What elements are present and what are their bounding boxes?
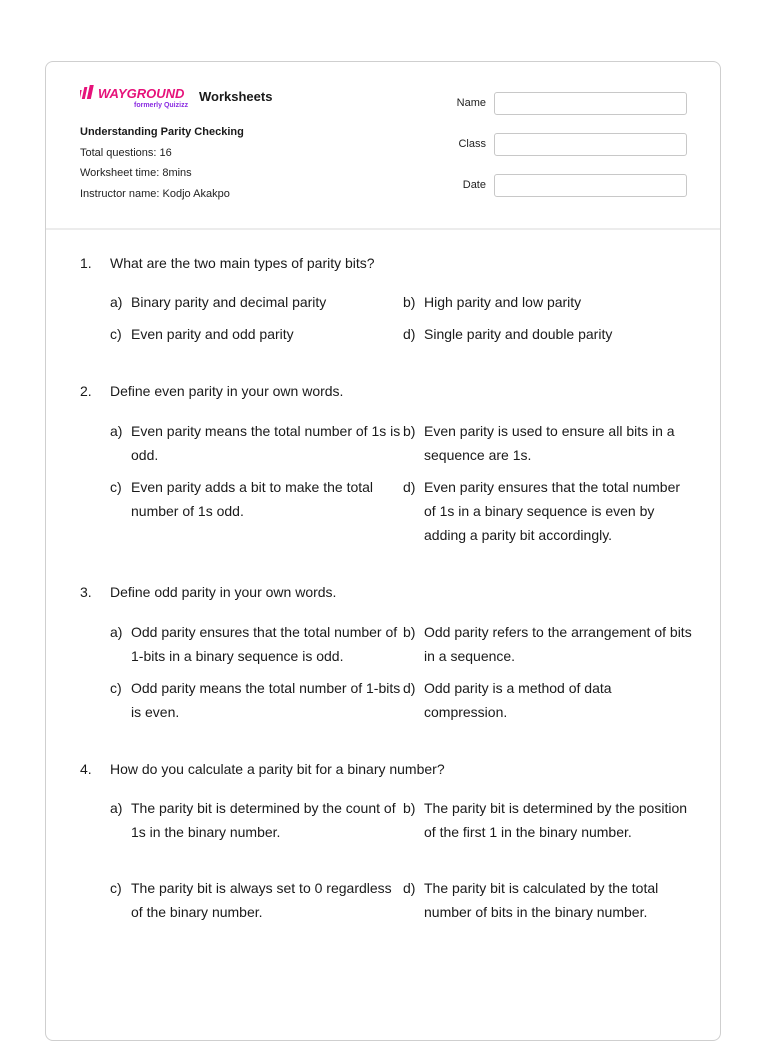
option-text: The parity bit is determined by the count of 1s in the binary number. bbox=[131, 800, 396, 840]
option-1d[interactable] bbox=[403, 322, 694, 346]
option-letter: b) bbox=[403, 624, 416, 640]
option-letter: d) bbox=[403, 680, 416, 696]
option-letter: b) bbox=[403, 294, 416, 310]
option-3a[interactable] bbox=[110, 620, 401, 668]
question-number: 4. bbox=[80, 761, 92, 777]
option-text: Even parity is used to ensure all bits in a sequence are 1s. bbox=[424, 423, 675, 463]
option-2d[interactable] bbox=[403, 475, 694, 547]
option-4b[interactable] bbox=[403, 796, 694, 844]
option-text: The parity bit is determined by the position of the first 1 in the binary number. bbox=[424, 800, 688, 840]
option-letter: b) bbox=[403, 423, 416, 439]
logo-subtitle: formerly Quizizz bbox=[134, 102, 189, 109]
question-text: How do you calculate a parity bit for a binary number? bbox=[110, 761, 445, 777]
worksheet-page bbox=[45, 61, 721, 1041]
option-letter: d) bbox=[403, 479, 416, 495]
option-3d[interactable] bbox=[403, 676, 694, 724]
option-letter: c) bbox=[110, 680, 122, 696]
brand-worksheets-label: Worksheets bbox=[199, 89, 273, 104]
name-label: Name bbox=[456, 97, 486, 109]
worksheet-title: Understanding Parity Checking bbox=[80, 126, 244, 138]
option-text: Even parity ensures that the total number of 1s in a binary sequence is even by adding a parity bit accordingly. bbox=[424, 479, 681, 543]
option-text: Odd parity means the total number of 1-bits is even. bbox=[131, 680, 401, 720]
option-text: Even parity adds a bit to make the total number of 1s odd. bbox=[131, 479, 374, 519]
option-text: Even parity and odd parity bbox=[131, 326, 294, 342]
option-text: High parity and low parity bbox=[424, 294, 582, 310]
class-field[interactable] bbox=[494, 133, 687, 156]
option-1a[interactable] bbox=[110, 290, 401, 314]
option-text: The parity bit is calculated by the total number of bits in the binary number. bbox=[424, 880, 659, 920]
question-text: Define odd parity in your own words. bbox=[110, 584, 337, 600]
option-text: Even parity means the total number of 1s is odd. bbox=[131, 423, 401, 463]
option-letter: c) bbox=[110, 880, 122, 896]
date-label: Date bbox=[462, 179, 486, 191]
option-text: Single parity and double parity bbox=[424, 326, 613, 342]
question-number: 3. bbox=[80, 584, 92, 600]
date-field[interactable] bbox=[494, 174, 687, 197]
option-text: Binary parity and decimal parity bbox=[131, 294, 327, 310]
option-3c[interactable] bbox=[110, 676, 401, 724]
logo-wordmark: WAYGROUND bbox=[98, 86, 185, 101]
option-letter: d) bbox=[403, 326, 416, 342]
option-3b[interactable] bbox=[403, 620, 694, 668]
option-1b[interactable] bbox=[403, 290, 694, 314]
worksheet-header bbox=[46, 62, 720, 230]
option-text: Odd parity is a method of data compression. bbox=[424, 680, 612, 720]
worksheet-time: Worksheet time: 8mins bbox=[80, 167, 192, 179]
instructor-name: Instructor name: Kodjo Akakpo bbox=[80, 188, 230, 200]
question-number: 1. bbox=[80, 255, 92, 271]
option-1c[interactable] bbox=[110, 322, 401, 346]
question-text: Define even parity in your own words. bbox=[110, 383, 344, 399]
option-2b[interactable] bbox=[403, 419, 694, 467]
option-letter: c) bbox=[110, 479, 122, 495]
name-field[interactable] bbox=[494, 92, 687, 115]
option-2a[interactable] bbox=[110, 419, 401, 467]
question-number: 2. bbox=[80, 383, 92, 399]
option-letter: b) bbox=[403, 800, 416, 816]
option-letter: a) bbox=[110, 800, 123, 816]
class-label: Class bbox=[458, 138, 486, 150]
option-4c[interactable] bbox=[110, 876, 401, 924]
question-text: What are the two main types of parity bits? bbox=[110, 255, 375, 271]
option-letter: a) bbox=[110, 423, 123, 439]
option-4d[interactable] bbox=[403, 876, 694, 924]
option-letter: a) bbox=[110, 294, 123, 310]
option-text: Odd parity refers to the arrangement of bits in a sequence. bbox=[424, 624, 692, 664]
option-letter: a) bbox=[110, 624, 123, 640]
option-letter: c) bbox=[110, 326, 122, 342]
option-2c[interactable] bbox=[110, 475, 401, 523]
option-letter: d) bbox=[403, 880, 416, 896]
option-text: The parity bit is always set to 0 regardless of the binary number. bbox=[131, 880, 392, 920]
total-questions: Total questions: 16 bbox=[80, 147, 172, 159]
option-4a[interactable] bbox=[110, 796, 401, 844]
option-text: Odd parity ensures that the total number of 1-bits in a binary sequence is odd. bbox=[131, 624, 398, 664]
wayground-logo bbox=[80, 84, 192, 116]
